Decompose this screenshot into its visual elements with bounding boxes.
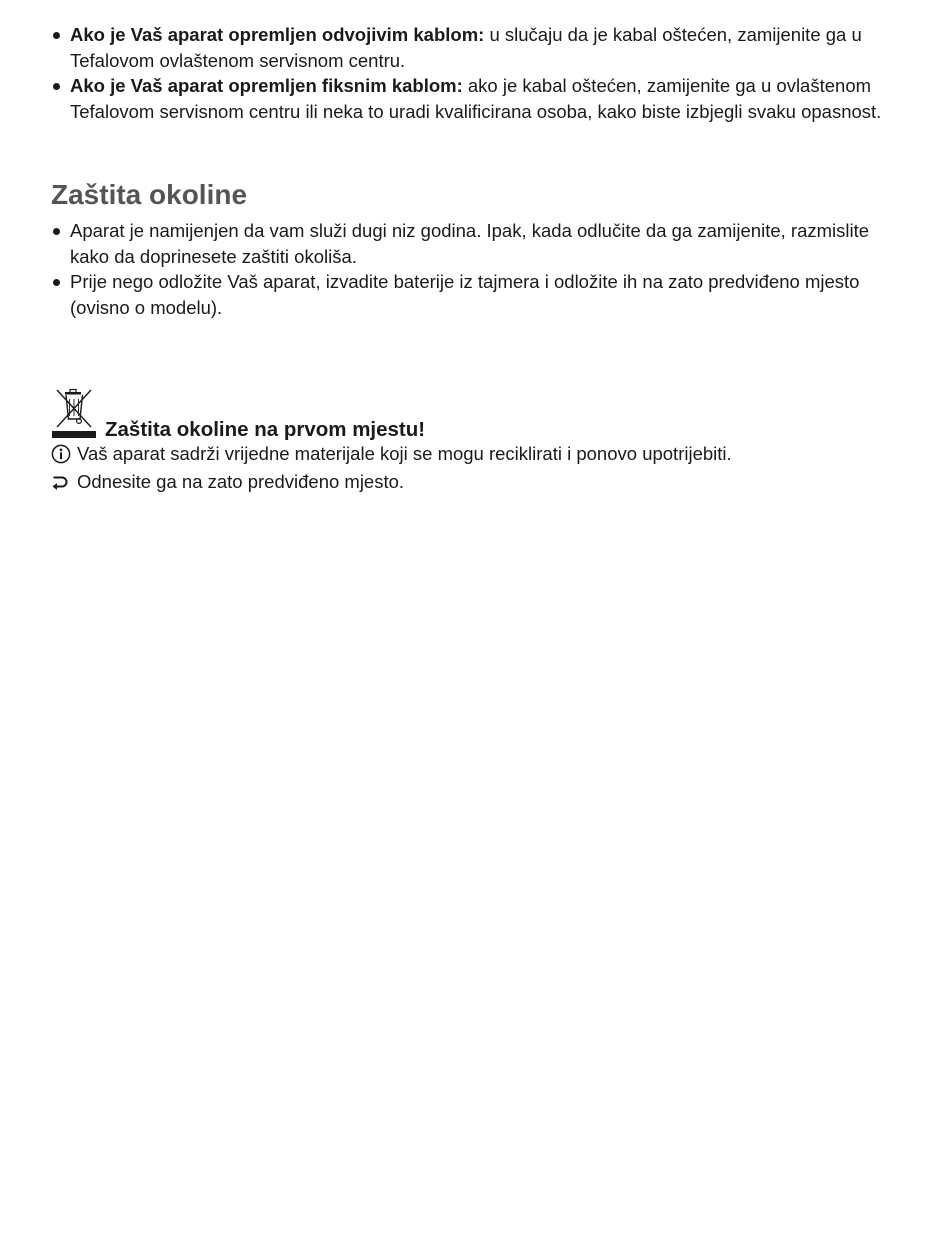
environment-bullet-list	[51, 218, 890, 320]
return-arrow-icon	[51, 472, 71, 492]
bullet-dot	[53, 32, 60, 39]
bullet-text: u slučaju da je kabal oštećen, zamijenite ga u Tefalovom ovlaštenom servisnom centru.	[70, 24, 862, 71]
bullet-dot	[53, 83, 60, 90]
recycling-title: Zaštita okoline na prvom mjestu!	[105, 418, 426, 441]
recycling-block	[51, 387, 890, 495]
list-item	[51, 22, 890, 73]
bullet-dot	[53, 279, 60, 286]
recycling-header	[51, 387, 890, 439]
bullet-lead: Ako je Vaš aparat opremljen odvojivim kablom:	[70, 24, 485, 45]
info-row	[51, 441, 890, 467]
cable-bullet-list	[51, 22, 890, 124]
bullet-text: ako je kabal oštećen, zamijenite ga u ovlaštenom Tefalovom servisnom centru ili neka to uradi kvalificirana osoba, kako biste izbjegli svaku opasnost.	[70, 75, 882, 122]
list-item	[51, 218, 890, 269]
list-item	[51, 269, 890, 320]
bullet-dot	[53, 228, 60, 235]
arrow-text: Odnesite ga na zato predviđeno mjesto.	[77, 471, 405, 492]
info-text: Vaš aparat sadrži vrijedne materijale koji se mogu reciklirati i ponovo upotrijebiti.	[77, 443, 732, 464]
bullet-text: Prije nego odložite Vaš aparat, izvadite baterije iz tajmera i odložite ih na zato predviđeno mjesto (ovisno o modelu).	[70, 271, 860, 318]
section-heading: Zaštita okoline	[51, 179, 248, 210]
list-item	[51, 73, 890, 124]
crossed-out-wheeled-bin-icon	[51, 387, 97, 439]
info-circle-icon	[51, 444, 71, 464]
bullet-text: Aparat je namijenjen da vam služi dugi niz godina. Ipak, kada odlučite da ga zamijenite, razmislite kako da doprinesete zaštiti okoliša.	[70, 220, 870, 267]
arrow-row	[51, 469, 890, 495]
bullet-lead: Ako je Vaš aparat opremljen fiksnim kablom:	[70, 75, 463, 96]
